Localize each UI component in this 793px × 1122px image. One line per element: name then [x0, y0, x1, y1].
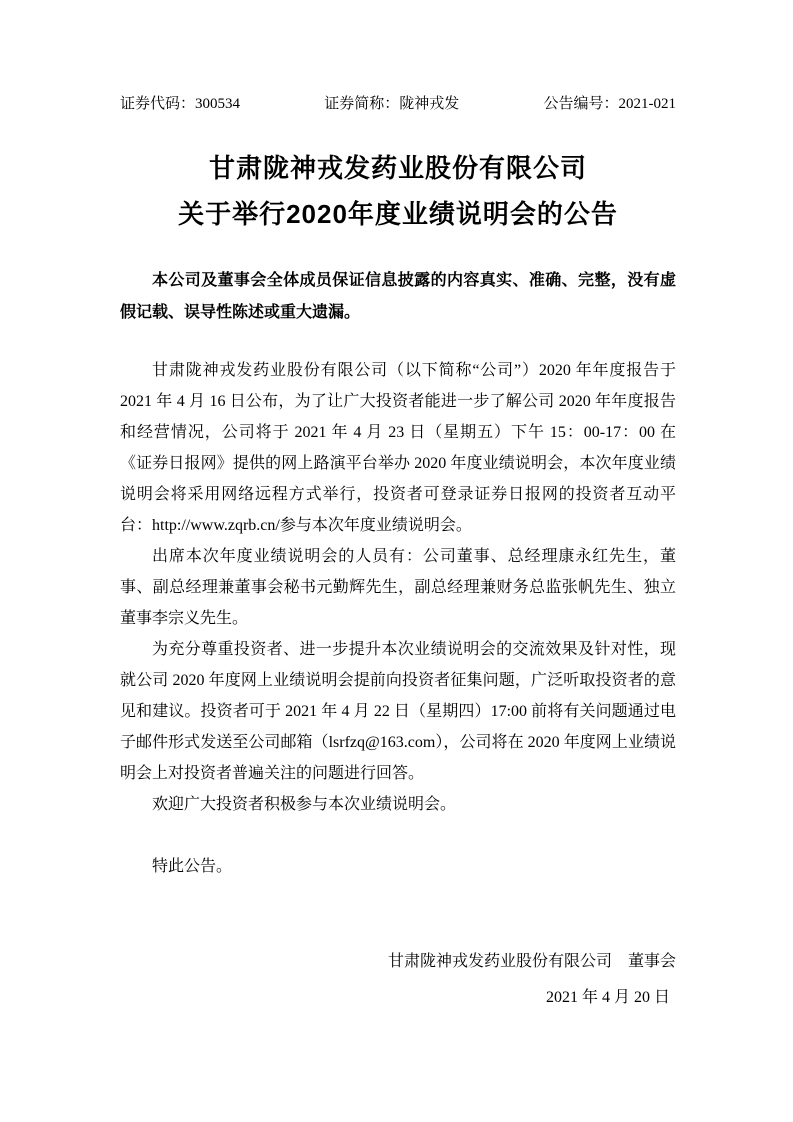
document-title-line2: 关于举行2020年度业绩说明会的公告 — [178, 199, 618, 229]
document-title — [120, 145, 676, 237]
body-paragraph-2: 出席本次年度业绩说明会的人员有：公司董事、总经理康永红先生，董事、副总经理兼董事会秘书元勤辉先生，副总经理兼财务总监张帆先生、独立董事李宗义先生。 — [120, 548, 676, 627]
disclaimer-paragraph: 本公司及董事会全体成员保证信息披露的内容真实、准确、完整，没有虚假记载、误导性陈述或重大遗漏。 — [120, 272, 676, 321]
signature-company: 甘肃陇神戎发药业股份有限公司 董事会 — [387, 953, 676, 970]
signature-date: 2021 年 4 月 20 日 — [545, 989, 670, 1006]
stock-name: 证券简称：陇神戎发 — [324, 96, 460, 112]
announcement-number: 公告编号：2021-021 — [543, 96, 676, 112]
document-title-line1: 甘肃陇神戎发药业股份有限公司 — [208, 153, 587, 183]
stock-code: 证券代码：300534 — [120, 96, 241, 112]
body-paragraph-3: 为充分尊重投资者、进一步提升本次业绩说明会的交流效果及针对性，现就公司 2020 年度网上业绩说明会提前向投资者征集问题，广泛听取投资者的意见和建议。投资者可于 2021 年 4 月 22 日（星期四）17:00 前将有关问题通过电子邮件形式发送至公司邮箱（lsrfzq@163.com），公司将在 2020 年度网上业绩说明会上对投资者普遍关注的问题进行回答。 — [120, 641, 676, 782]
closing-statement: 特此公告。 — [152, 858, 233, 875]
document-header — [120, 93, 676, 115]
body-paragraph-4: 欢迎广大投资者积极参与本次业绩说明会。 — [152, 796, 457, 813]
body-paragraph-1: 甘肃陇神戎发药业股份有限公司（以下简称“公司”）2020 年年度报告于 2021 年 4 月 16 日公布，为了让广大投资者能进一步了解公司 2020 年年度报告和经营情况，公司将于 2021 年 4 月 23 日（星期五）下午 15：00-17：00 在《证券日报网》提供的网上路演平台举办 2020 年度业绩说明会，本次年度业绩说明会将采用网络远程方式举行，投资者可登录证券日报网的投资者互动平台：http://www.zqrb.cn/参与本次年度业绩说明会。 — [120, 362, 676, 534]
signature-block — [120, 944, 676, 1016]
